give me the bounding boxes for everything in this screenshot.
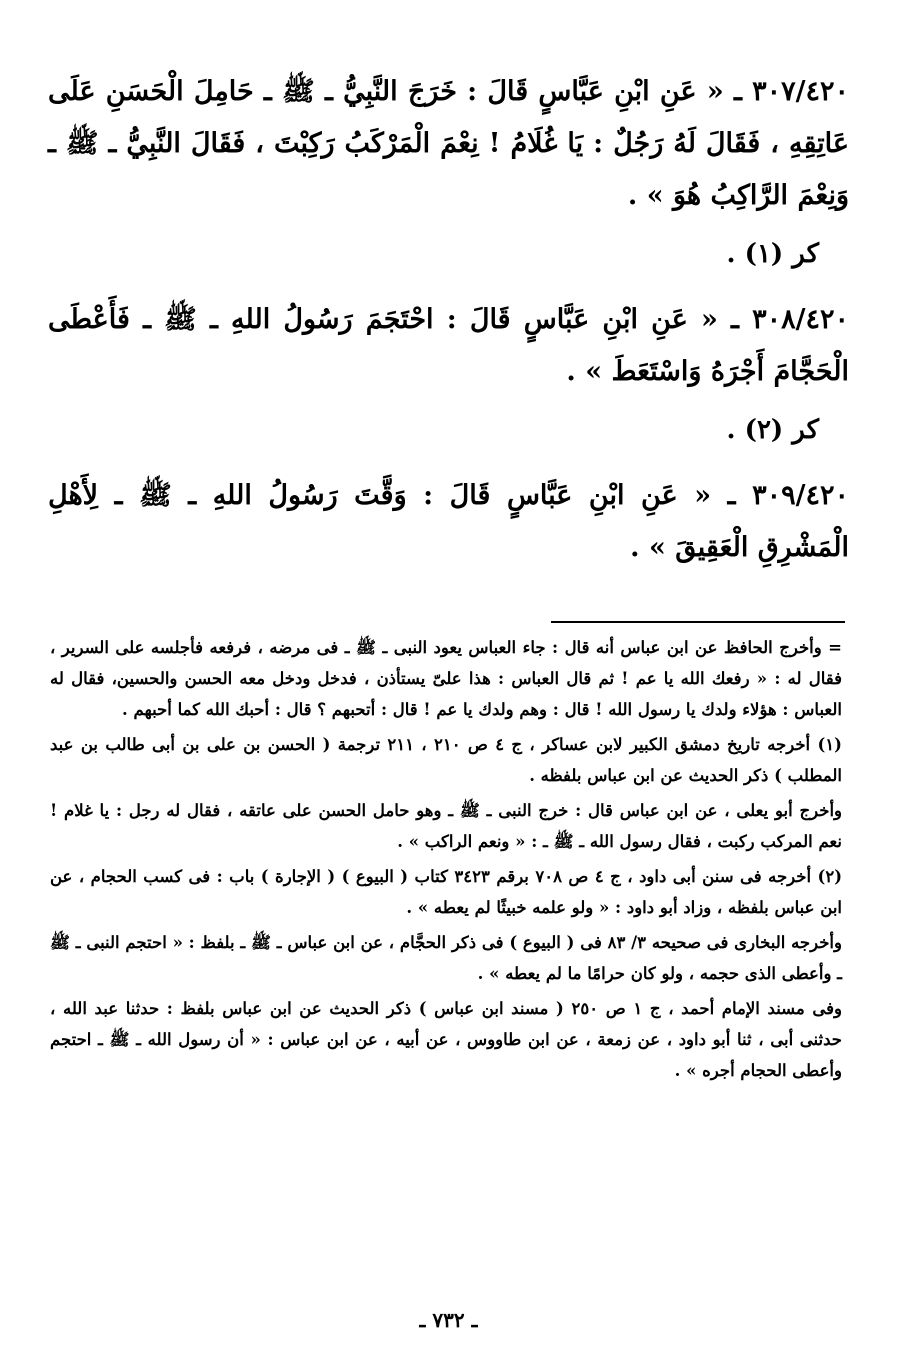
footnote-continuation: = وأخرج الحافظ عن ابن عباس أنه قال : جاء العباس يعود النبى ـ ﷺ ـ فى مرضه ، فرفعه فأجلسه على السرير ، فقال له : « رفعك الله يا عم ! ثم قال العباس : هذا علىّ يستأذن ، فدخل ودخل معه الحسن والحسين، فقال له العباس : هؤلاء ولدك يا رسول الله ! قال : وهم ولدك يا عم ! قال : أتحبهم ؟ قال : أحبك الله كما أحبهم . bbox=[50, 638, 842, 719]
footnote-2-bukhari: وأخرجه البخارى فى صحيحه ٣/ ٨٣ فى ( البيوع ) فى ذكر الحجَّام ، عن ابن عباس ـ ﷺ ـ بلفظ : « احتجم النبى ـ ﷺ ـ وأعطى الذى حجمه ، ولو كان حرامًا ما لم يعطه » . bbox=[50, 933, 842, 983]
hadith-text: ـ « عَنِ ابْنِ عَبَّاسٍ قَالَ : احْتَجَمَ رَسُولُ اللهِ ـ ﷺ ـ فَأَعْطَى الْحَجَّامَ أَجْرَهُ وَاسْتَعَطَ » . bbox=[48, 304, 849, 387]
hadith-text: ـ « عَنِ ابْنِ عَبَّاسٍ قَالَ : خَرَجَ النَّبِيُّ ـ ﷺ ـ حَامِلَ الْحَسَنِ عَلَى عَاتِقِهِ ، فَقَالَ لَهُ رَجُلٌ : يَا غُلَامُ ! نِعْمَ الْمَرْكَبُ رَكِبْتَ ، فَقَالَ النَّبِيُّ ـ ﷺ ـ وَنِعْمَ الرَّاكِبُ هُوَ » . bbox=[48, 76, 849, 211]
hadith-source: كر (٢) . bbox=[726, 415, 819, 445]
hadith-309 bbox=[48, 470, 849, 574]
hadith-number: ٣٠٧/٤٢٠ bbox=[752, 76, 849, 107]
page-number: ـ ٧٣٢ ـ bbox=[419, 1308, 478, 1332]
main-text bbox=[48, 66, 849, 584]
footnote-2: (٢) أخرجه فى سنن أبى داود ، ج ٤ ص ٧٠٨ برقم ٣٤٢٣ كتاب ( البيوع ) ( الإجارة ) باب : فى كسب الحجام ، عن ابن عباس بلفظه ، وزاد أبو داود : « ولو علمه خبيثًا لم يعطه » . bbox=[50, 867, 843, 917]
hadith-307 bbox=[48, 66, 849, 222]
hadith-text: ـ « عَنِ ابْنِ عَبَّاسٍ قَالَ : وَقَّتَ رَسُولُ اللهِ ـ ﷺ ـ لِأَهْلِ الْمَشْرِقِ الْعَقِيقَ » . bbox=[48, 480, 849, 563]
hadith-308 bbox=[48, 294, 849, 398]
footnote-1-extra: وأخرج أبو يعلى ، عن ابن عباس قال : خرج النبى ـ ﷺ ـ وهو حامل الحسن على عاتقه ، فقال له رجل : يا غلام ! نعم المركب ركبت ، فقال رسول الله ـ ﷺ ـ : « ونعم الراكب » . bbox=[50, 801, 842, 851]
footnotes bbox=[50, 632, 842, 1090]
footnote-2-ahmad: وفى مسند الإمام أحمد ، ج ١ ص ٢٥٠ ( مسند ابن عباس ) ذكر الحديث عن ابن عباس بلفظ : حدثنا عبد الله ، حدثنى أبى ، ثنا أبو داود ، عن زمعة ، عن ابن طاووس ، عن أبيه ، عن ابن عباس : « أن رسول الله ـ ﷺ ـ احتجم وأعطى الحجام أجره » . bbox=[50, 999, 842, 1080]
footnote-divider bbox=[551, 621, 845, 623]
footnote-1: (١) أخرجه تاريخ دمشق الكبير لابن عساكر ، ج ٤ ص ٢١٠ ، ٢١١ ترجمة ( الحسن بن على بن أبى طالب بن عبد المطلب ) ذكر الحديث عن ابن عباس بلفظه . bbox=[50, 735, 842, 785]
hadith-number: ٣٠٨/٤٢٠ bbox=[752, 304, 849, 335]
hadith-number: ٣٠٩/٤٢٠ bbox=[752, 480, 849, 511]
hadith-source: كر (١) . bbox=[726, 239, 819, 269]
